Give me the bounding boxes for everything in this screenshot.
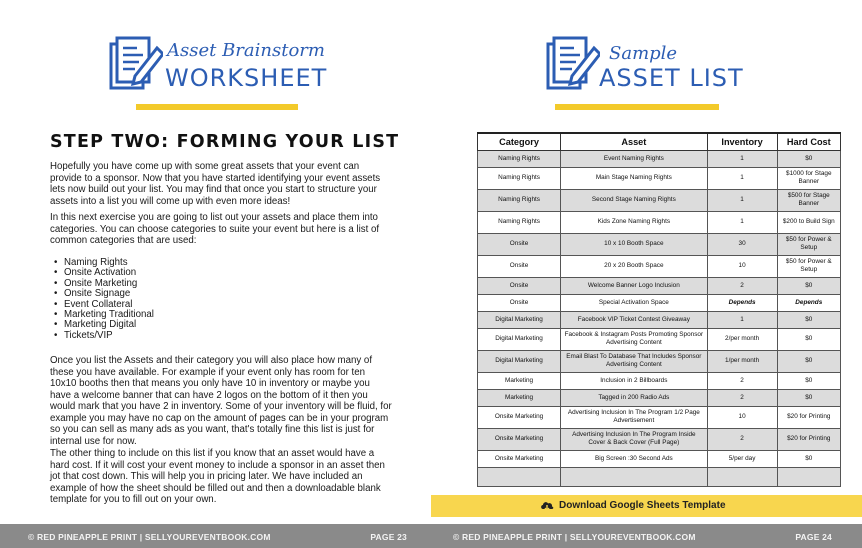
cell-category: Naming Rights (478, 211, 561, 233)
cell-hard-cost: $0 (777, 350, 840, 372)
column-header-asset: Asset (561, 133, 708, 150)
cell-category: Onsite Marketing (478, 428, 561, 450)
header-script-title: Asset Brainstorm (167, 40, 325, 61)
cloud-download-icon (540, 499, 554, 513)
list-item: • Onsite Marketing (54, 279, 154, 289)
cell-hard-cost: Depends (777, 294, 840, 311)
cell-category: Marketing (478, 389, 561, 406)
step-title: STEP TWO: FORMING YOUR LIST (50, 132, 400, 152)
cell-asset: Advertising Inclusion In The Program 1/2 Page Advertisement (561, 406, 708, 428)
cell-hard-cost: $0 (777, 277, 840, 294)
cell-category (478, 467, 561, 486)
cell-inventory: 1 (707, 150, 777, 167)
categories-paragraph: In this next exercise you are going to list out your assets and place them into categories. You can choose categories to suite your event but here is a list of common categories that are used: (50, 212, 380, 246)
cell-inventory: 10 (707, 255, 777, 277)
footer-copyright: © RED PINEAPPLE PRINT | SELLYOUREVENTBOOK.COM (453, 532, 696, 542)
hard-cost-paragraph: The other thing to include on this list if you know that an asset would have a hard cost. If it will cost your event money to include a sponsor in an asset then jot that cost down. This will help you in pricing later. We have included an example of how the sheet should be filled out and then a downloadable blank template for you to fill out on your own. (50, 448, 385, 505)
table-row (478, 372, 841, 389)
footer-page-number: PAGE 23 (370, 532, 407, 542)
cell-category: Digital Marketing (478, 311, 561, 328)
cell-asset: Inclusion in 2 Billboards (561, 372, 708, 389)
inventory-paragraph: Once you list the Assets and their category you will also place how many of these you have available. For example if your event only has room for ten 10x10 booths then that means you only have 10 in inventory or maybe you have a welcome banner that can have 2 logos on the bottom of it then you would mark that you have 2 in inventory. Some of your inventory will be fluid, for example you may have no cap on the amount of pages can be in your program so you can sell as many ads as you want, that's totally fine this list is just for internal use for now. (50, 355, 392, 447)
right-page (431, 0, 862, 548)
cell-inventory: 10 (707, 406, 777, 428)
table-row (478, 350, 841, 372)
cell-inventory: 2 (707, 389, 777, 406)
cell-hard-cost: $0 (777, 372, 840, 389)
footer (431, 524, 862, 548)
cell-hard-cost: $500 for Stage Banner (777, 189, 840, 211)
list-item: • Onsite Signage (54, 289, 154, 299)
cell-inventory: 2 (707, 277, 777, 294)
table-row (478, 389, 841, 406)
cell-hard-cost: $1000 for Stage Banner (777, 167, 840, 189)
cell-category: Naming Rights (478, 150, 561, 167)
list-item: • Event Collateral (54, 300, 154, 310)
cell-asset: 20 x 20 Booth Space (561, 255, 708, 277)
cell-hard-cost (777, 467, 840, 486)
category-list (54, 258, 154, 341)
table-row (478, 294, 841, 311)
cell-asset: Kids Zone Naming Rights (561, 211, 708, 233)
table-row (478, 311, 841, 328)
cell-category: Onsite (478, 233, 561, 255)
cell-hard-cost: $0 (777, 450, 840, 467)
cell-inventory: 1 (707, 167, 777, 189)
cell-inventory: 1/per month (707, 350, 777, 372)
cell-asset: Main Stage Naming Rights (561, 167, 708, 189)
cell-hard-cost: $20 for Printing (777, 406, 840, 428)
table-header-row (478, 133, 841, 150)
table-row (478, 189, 841, 211)
list-item: • Tickets/VIP (54, 331, 154, 341)
cell-inventory: 30 (707, 233, 777, 255)
cell-hard-cost: $0 (777, 328, 840, 350)
cell-hard-cost: $20 for Printing (777, 428, 840, 450)
header-script-title: Sample (609, 43, 678, 64)
cell-asset: Second Stage Naming Rights (561, 189, 708, 211)
cell-asset (561, 467, 708, 486)
cell-asset: Welcome Banner Logo Inclusion (561, 277, 708, 294)
cell-category: Naming Rights (478, 189, 561, 211)
cell-category: Digital Marketing (478, 350, 561, 372)
download-label: Download Google Sheets Template (559, 500, 726, 511)
cell-category: Digital Marketing (478, 328, 561, 350)
table-row (478, 255, 841, 277)
cell-hard-cost: $0 (777, 389, 840, 406)
table-row (478, 233, 841, 255)
table-row (478, 406, 841, 428)
list-item: • Onsite Activation (54, 268, 154, 278)
header-big-title: ASSET LIST (599, 64, 744, 92)
cell-category: Naming Rights (478, 167, 561, 189)
cell-asset: Email Blast To Database That Includes Sponsor Advertising Content (561, 350, 708, 372)
cell-category: Onsite (478, 294, 561, 311)
cell-hard-cost: $50 for Power & Setup (777, 255, 840, 277)
list-item: • Marketing Digital (54, 320, 154, 330)
table-row (478, 450, 841, 467)
cell-category: Onsite (478, 277, 561, 294)
download-template-button[interactable] (431, 495, 862, 517)
cell-inventory: 2 (707, 428, 777, 450)
footer-copyright: © RED PINEAPPLE PRINT | SELLYOUREVENTBOOK.COM (28, 532, 271, 542)
footer-page-number: PAGE 24 (795, 532, 832, 542)
asset-table (477, 132, 841, 487)
cell-inventory: 2 (707, 372, 777, 389)
cell-inventory: 1 (707, 211, 777, 233)
intro-paragraph: Hopefully you have come up with some great assets that your event can provide to a sponsor. Now that you have started identifying your event assets lets now build out your list. You may find that once you start to structure your assets into a list you will come up with even more ideas! (50, 161, 381, 207)
table-row (478, 277, 841, 294)
cell-hard-cost: $200 to Build Sign (777, 211, 840, 233)
cell-category: Onsite (478, 255, 561, 277)
document-pencil-icon (105, 34, 163, 92)
cell-asset: Tagged in 200 Radio Ads (561, 389, 708, 406)
cell-asset: Facebook & Instagram Posts Promoting Sponsor Advertising Content (561, 328, 708, 350)
cell-asset: Facebook VIP Ticket Contest Giveaway (561, 311, 708, 328)
table-row (478, 467, 841, 486)
table-row (478, 428, 841, 450)
cell-inventory: 2/per month (707, 328, 777, 350)
table-row (478, 150, 841, 167)
cell-inventory: Depends (707, 294, 777, 311)
cell-asset: Special Activation Space (561, 294, 708, 311)
cell-category: Onsite Marketing (478, 450, 561, 467)
worksheet-header (105, 34, 345, 94)
cell-inventory: 5/per day (707, 450, 777, 467)
header-big-title: WORKSHEET (165, 64, 328, 92)
asset-list-header (542, 34, 762, 94)
cell-asset: Event Naming Rights (561, 150, 708, 167)
footer (0, 524, 431, 548)
cell-category: Onsite Marketing (478, 406, 561, 428)
cell-asset: Advertising Inclusion In The Program Inside Cover & Back Cover (Full Page) (561, 428, 708, 450)
cell-category: Marketing (478, 372, 561, 389)
column-header-hard-cost: Hard Cost (777, 133, 840, 150)
cell-inventory: 1 (707, 189, 777, 211)
table-row (478, 167, 841, 189)
cell-hard-cost: $50 for Power & Setup (777, 233, 840, 255)
column-header-inventory: Inventory (707, 133, 777, 150)
cell-hard-cost: $0 (777, 150, 840, 167)
header-underline (136, 104, 298, 110)
cell-inventory: 1 (707, 311, 777, 328)
list-item: • Marketing Traditional (54, 310, 154, 320)
list-item: • Naming Rights (54, 258, 154, 268)
cell-asset: 10 x 10 Booth Space (561, 233, 708, 255)
table-row (478, 211, 841, 233)
cell-hard-cost: $0 (777, 311, 840, 328)
table-row (478, 328, 841, 350)
cell-inventory (707, 467, 777, 486)
column-header-category: Category (478, 133, 561, 150)
header-underline (555, 104, 719, 110)
document-pencil-icon (542, 34, 600, 92)
cell-asset: Big Screen :30 Second Ads (561, 450, 708, 467)
